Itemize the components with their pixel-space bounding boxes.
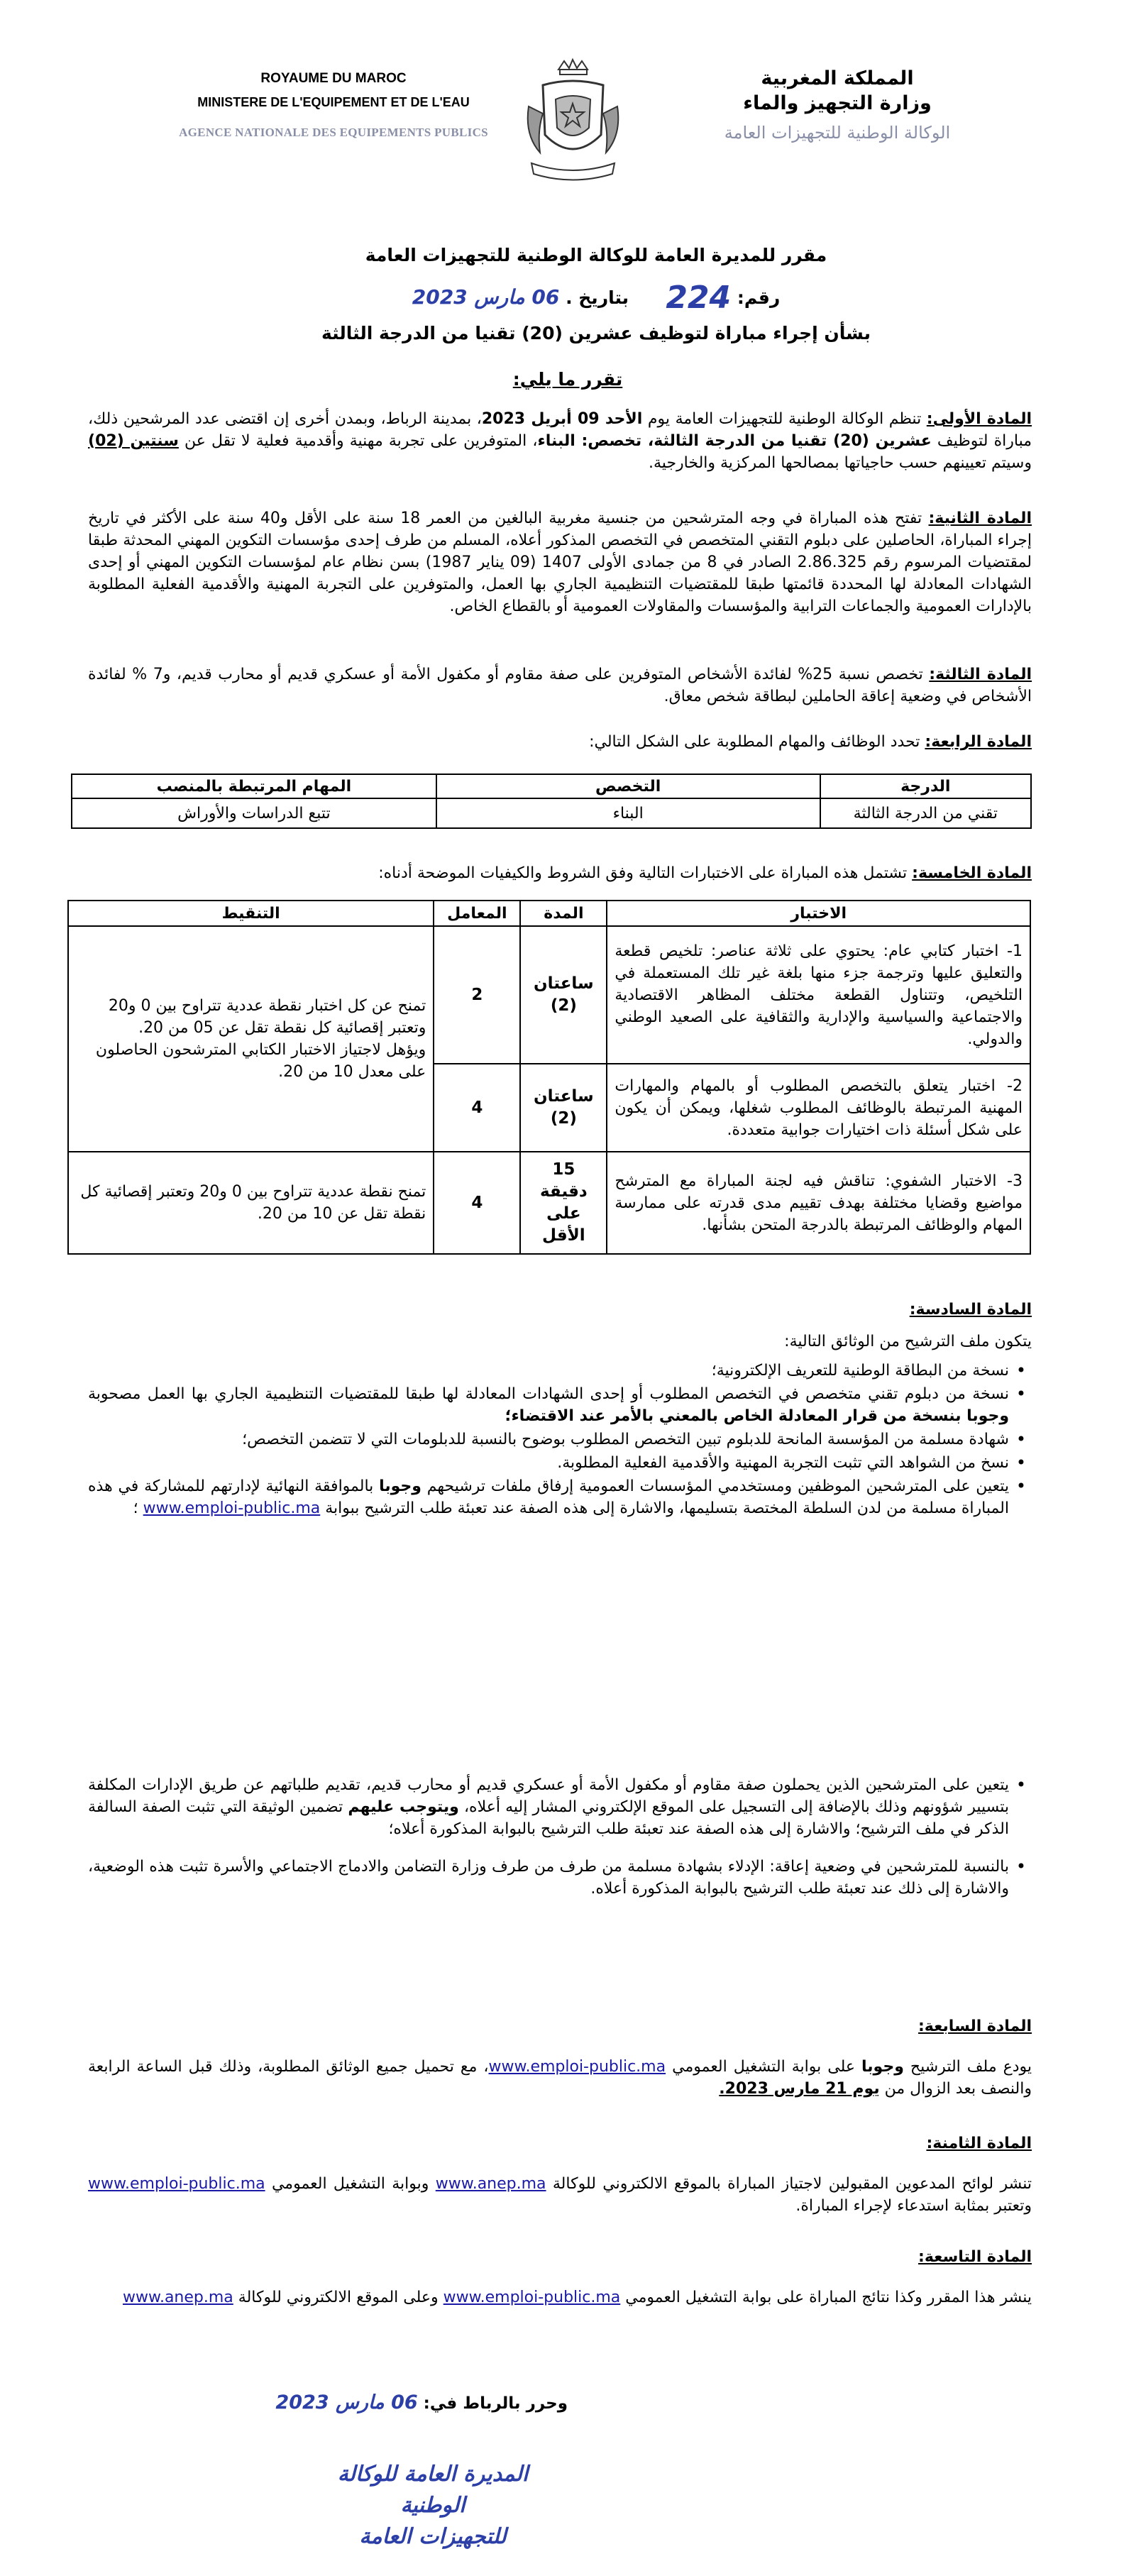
positions: عشرين (20) تقنيا من الدرجة الثالثة، تخصص: البناء: [537, 432, 932, 450]
article-2-label: المادة الثانية:: [928, 510, 1032, 527]
emploi-public-link[interactable]: www.emploi-public.ma: [88, 2175, 265, 2193]
list-item-text: بالموافقة النهائية لإدارتهم للمشاركة في هذه المباراة مسلمة من لدن السلطة المختصة بتسليمها، والاشارة إلى هذه الصفة عند تعبئة طلب الترشيح ببوابة: [88, 1477, 1009, 1517]
list-item: [88, 1383, 1032, 1427]
article-8-label: المادة الثامنة:: [926, 2135, 1032, 2152]
table-header-row: [72, 774, 1031, 798]
list-item: [88, 1856, 1032, 1900]
article-4-label: المادة الرابعة:: [925, 733, 1032, 751]
list-item: • يتعين على المترشحين الموظفين ومستخدمي المؤسسات العمومية إرفاق ملفات ترشيحهم وجوبا بالموافقة النهائية لإدارتهم للمشاركة في هذه المباراة مسلمة من لدن السلطة المختصة بتسليمها، والاشارة إلى هذه الصفة عند تعبئة طلب الترشيح ببوابة www.emploi-public.ma ؛: [88, 1475, 1032, 1519]
table-row: [68, 1152, 1030, 1254]
documents-list-continued: [88, 1774, 1032, 1900]
article-7-bold: وجوبا: [861, 2058, 904, 2076]
article-5-label: المادة الخامسة:: [912, 864, 1032, 882]
col-header: الدرجة: [820, 774, 1031, 798]
decision-number: 224: [666, 280, 732, 316]
emploi-public-link[interactable]: www.emploi-public.ma: [143, 1499, 321, 1517]
kingdom-ar: المملكة المغربية: [761, 67, 914, 89]
stamp-line1: المديرة العامة للوكالة الوطنية: [337, 2462, 529, 2518]
table-header-row: [68, 901, 1030, 926]
exam-coefficient: 4: [434, 1064, 520, 1152]
exams-table: [67, 900, 1031, 1255]
list-item-text: نسخة من دبلوم تقني متخصص في التخصص المطلوب أو إحدى الشهادات المعادلة لها طبقا للمقتضيات التنظيمية الجاري بها العمل مصحوبة: [88, 1385, 1009, 1403]
article-8: [88, 2132, 1032, 2217]
article-6-intro: يتكون ملف الترشيح من الوثائق التالية:: [784, 1333, 1032, 1350]
col-header: الاختبار: [607, 901, 1030, 926]
article-3-label: المادة الثالثة:: [929, 666, 1032, 683]
article-6-label: المادة السادسة:: [909, 1301, 1032, 1319]
decides-heading: تقرر ما يلي:: [512, 369, 623, 390]
french-header: [142, 71, 525, 140]
col-header: المدة: [520, 901, 607, 926]
article-8-text3: وتعتبر بمثابة استدعاء لإجراء المباراة.: [795, 2197, 1032, 2215]
list-item: [88, 1429, 1032, 1451]
article-1-label: المادة الأولى:: [926, 410, 1032, 428]
anep-link[interactable]: www.anep.ma: [122, 2289, 233, 2306]
list-item-text: تضمين الوثيقة التي تثبت الصفة السالفة الذكر في ملف الترشيح؛ والاشارة إلى هذه الصفة عند تعبئة طلب الترشيح بالبوابة المذكورة أعلاه؛: [88, 1798, 1009, 1838]
list-item-bold: ويتوجب عليهم: [348, 1798, 459, 1816]
list-item-text: يتعين على المترشحين الموظفين ومستخدمي المؤسسات العمومية إرفاق ملفات ترشيحهم: [426, 1477, 1010, 1495]
article-1-text4: وسيتم تعيينهم حسب حاجياتها بمصالحها المركزية والخارجية.: [649, 454, 1032, 472]
exam-coefficient: 2: [434, 926, 520, 1064]
ministry-fr: MINISTERE DE L'EQUIPEMENT ET DE L'EAU: [197, 95, 470, 109]
exam-coefficient: 4: [434, 1152, 520, 1254]
article-3: [88, 664, 1032, 708]
article-4-text: تحدد الوظائف والمهام المطلوبة على الشكل التالي:: [589, 733, 920, 751]
exam-duration: ساعتان (2): [520, 926, 607, 1064]
list-item: [88, 1774, 1032, 1840]
article-1: [88, 408, 1032, 474]
grading-oral: تمنح نقطة عددية تتراوح بين 0 و20 وتعتبر إقصائية كل نقطة تقل عن 10 من 20.: [68, 1152, 434, 1254]
article-1-text2: ، بمدينة الرباط، وبمدن أخرى إن اقتضى عدد المرشحين ذلك، مباراة لتوظيف: [88, 410, 1032, 450]
article-8-text2: وبوابة التشغيل العمومي: [271, 2175, 429, 2193]
article-7-text1: يودع ملف الترشيح: [910, 2058, 1032, 2076]
signature-place-date: [270, 2391, 568, 2413]
signature-date: 06 مارس 2023: [275, 2391, 418, 2413]
article-9-body: [88, 2286, 1032, 2308]
decision-title: [213, 245, 979, 343]
exam-description: 1- اختبار كتابي عام: يحتوي على ثلاثة عناصر: تلخيص قطعة والتعليق عليها وترجمة جزء منها بلغة غير تلك المستعملة في التلخيص، وتتناول القطعة مختلف المظاهر الاقتصادية والاجتماعية والسياسية والإدارية والثقافية على الصعيد الوطني والدولي.: [607, 926, 1030, 1064]
table-cell: البناء: [436, 798, 820, 828]
col-header: المهام المرتبطة بالمنصب: [72, 774, 436, 798]
exam-duration: ساعتان (2): [520, 1064, 607, 1152]
grading-written: [68, 926, 434, 1152]
grading-written-text: تمنح عن كل اختبار نقطة عددية تتراوح بين 0 و20 وتعتبر إقصائية كل نقطة تقل عن 05 من 20.: [108, 997, 426, 1037]
table-row: [72, 798, 1031, 828]
list-item-text: يتعين على المترشحين الذين يحملون صفة مقاوم أو مكفول الأمة أو عسكري قديم أو محارب قديم، تقديم طلباتهم عن طريق الإدارات المكلفة بتسيير شؤونهم وذلك بالإضافة إلى التسجيل على الموقع الإلكتروني المشار إليه أعلاه،: [88, 1776, 1009, 1816]
col-header: المعامل: [434, 901, 520, 926]
agency-fr: AGENCE NATIONALE DES EQUIPEMENTS PUBLICS: [179, 126, 488, 139]
article-2-text: تفتح هذه المباراة في وجه المترشحين من جنسية مغربية البالغين من العمر 18 سنة على الأقل و40 سنة على الأكثر في تاريخ إجراء المباراة، الحاصلين على دبلوم التقني المتخصص في التخصص المذكور أعلاه، المسلم من طرف إحدى مؤسسات التكوين المهني المحدثة طبقا لمقتضيات المرسوم رقم 2.86.325 الصادر في 8 من جمادى الأولى 1407 (09 يناير 1987) بسن نظام عام لمؤسسات التكوين المهني أو إحدى الشهادات المعادلة لها المحددة قائمتها طبقا للمقتضيات التنظيمية الجاري بها العمل، والمتوفرين على التجربة المهنية والأقدمية الفعلية المطلوبة بالإدارات العمومية والجماعات الترابية والمؤسسات والمقاولات العمومية أو بالقطاع الخاص.: [88, 510, 1032, 615]
exam-description: 3- الاختبار الشفوي: تناقش فيه لجنة المباراة مع المترشح مواضيع وقضايا مختلفة بهدف تقييم مدى قدرته على ممارسة المهام والوظائف المرتبطة بالدرجة المتحن بشأنها.: [607, 1152, 1030, 1254]
experience-years: سنتين (02): [88, 432, 179, 450]
article-9-text2: وعلى الموقع الالكتروني للوكالة: [238, 2289, 439, 2306]
article-6-continued: [88, 1774, 1032, 1901]
article-3-text: تخصص نسبة 25% لفائدة الأشخاص المتوفرين على صفة مقاوم أو مكفول الأمة أو عسكري قديم أو محارب قديم، و7 % لفائدة الأشخاص في وضعية إعاقة الحاملين لبطاقة شخص معاق.: [88, 666, 1032, 705]
ministry-ar: وزارة التجهيز والماء: [743, 92, 932, 114]
emploi-public-link[interactable]: www.emploi-public.ma: [443, 2289, 621, 2306]
col-header: التخصص: [436, 774, 820, 798]
list-item-text: شهادة مسلمة من المؤسسة المانحة للدبلوم تبين التخصص المطلوب بوضوح بالنسبة للدبلومات التي لا تتضمن التخصص؛: [242, 1431, 1009, 1448]
article-8-text1: تنشر لوائح المدعوين المقبولين لاجتياز المباراة بالموقع الالكتروني للوكالة: [552, 2175, 1032, 2193]
article-7-body: [88, 2056, 1032, 2100]
article-5: [88, 862, 1032, 884]
article-9: [88, 2246, 1032, 2308]
article-6: [88, 1299, 1032, 1521]
article-4: [88, 731, 1032, 753]
list-item-bold: وجوبا بنسخة من قرار المعادلة الخاص بالمعني بالأمر عند الاقتضاء؛: [505, 1407, 1009, 1425]
anep-link[interactable]: www.anep.ma: [435, 2175, 546, 2193]
list-item-text: نسخ من الشواهد التي تثبت التجربة المهنية والأقدمية الفعلية المطلوبة.: [557, 1454, 1009, 1472]
col-header: التنقيط: [68, 901, 434, 926]
signature-place-label: وحرر بالرباط في:: [423, 2394, 568, 2413]
article-9-text1: ينشر هذا المقرر وكذا نتائج المباراة على بوابة التشغيل العمومي: [625, 2289, 1032, 2306]
article-5-text: تشتمل هذه المباراة على الاختبارات التالية وفق الشروط والكيفيات الموضحة أدناه:: [378, 864, 908, 882]
article-9-label: المادة التاسعة:: [918, 2248, 1032, 2266]
arabic-header: [639, 67, 1036, 143]
list-item-text: بالنسبة للمترشحين في وضعية إعاقة: الإدلاء بشهادة مسلمة من طرف من طرف وزارة التضامن والادماج الاجتماعي والأسرة تثبت هذه الوضعية، والاشارة إلى ذلك عند تعبئة طلب الترشيح بالبوابة المذكورة أعلاه.: [88, 1858, 1009, 1898]
list-item-text: نسخة من البطاقة الوطنية للتعريف الإلكترونية؛: [711, 1362, 1009, 1380]
kingdom-fr: ROYAUME DU MAROC: [260, 71, 407, 86]
grading-written-text2: ويؤهل لاجتياز الاختبار الكتابي المترشحون الحاصلون على معدل 10 من 20.: [95, 1041, 426, 1081]
article-7: [88, 2015, 1032, 2100]
emploi-public-link[interactable]: www.emploi-public.ma: [488, 2058, 666, 2076]
list-item-bold: وجوبا: [379, 1477, 422, 1495]
number-label: رقم:: [737, 287, 781, 308]
article-1-text: تنظم الوكالة الوطنية للتجهيزات العامة يوم: [647, 410, 922, 428]
date-label: بتاريخ .: [566, 287, 629, 308]
list-item: [88, 1360, 1032, 1382]
director-stamp: [305, 2459, 561, 2553]
article-1-text3: ، المتوفرين على تجربة مهنية وأقدمية فعلية لا تقل عن: [184, 432, 538, 450]
article-2: [88, 507, 1032, 617]
exam-date: الأحد 09 أبريل 2023: [481, 410, 643, 428]
agency-ar: الوكالة الوطنية للتجهيزات العامة: [724, 123, 951, 143]
deadline-date: يوم 21 مارس 2023.: [719, 2080, 880, 2098]
exam-duration: 15 دقيقة على الأقل: [520, 1152, 607, 1254]
article-7-label: المادة السابعة:: [918, 2018, 1032, 2035]
title-line1: مقرر للمديرة العامة للوكالة الوطنية للتجهيزات العامة: [365, 245, 827, 265]
table-row: [68, 926, 1030, 1064]
decision-date: 06 مارس 2023: [412, 285, 560, 309]
positions-table: [71, 774, 1032, 829]
table-cell: تقني من الدرجة الثالثة: [820, 798, 1031, 828]
title-number-date: [213, 275, 979, 316]
article-8-body: [88, 2173, 1032, 2217]
article-7-text3: ، مع تحميل جميع الوثائق المطلوبة، وذلك قبل الساعة الرابعة والنصف بعد الزوال من: [88, 2058, 1032, 2098]
exam-description: 2- اختبار يتعلق بالتخصص المطلوب أو بالمهام والمهارات المهنية المرتبطة بالوظائف المطلوب شغلها، ويمكن أن يكون على شكل أسئلة ذات اختيارات جوابية متعددة.: [607, 1064, 1030, 1152]
table-cell: تتبع الدراسات والأوراش: [72, 798, 436, 828]
moroccan-coat-of-arms-icon: [522, 57, 624, 188]
title-subject: بشأن إجراء مباراة لتوظيف عشرين (20) تقنيا من الدرجة الثالثة: [321, 323, 871, 343]
list-item: [88, 1452, 1032, 1474]
documents-list: [88, 1360, 1032, 1519]
stamp-line2: للتجهيزات العامة: [359, 2524, 507, 2549]
article-7-text2: على بوابة التشغيل العمومي: [672, 2058, 856, 2076]
